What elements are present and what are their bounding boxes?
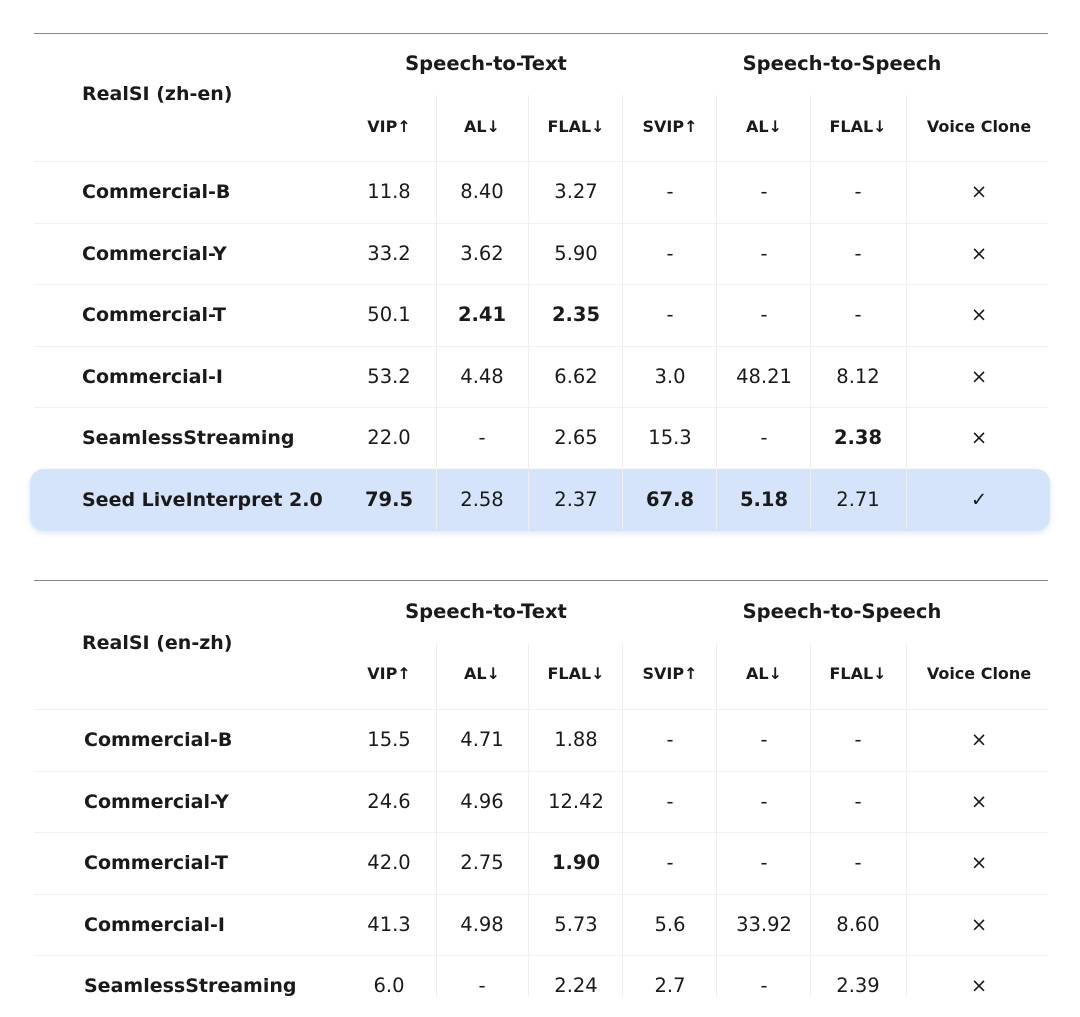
- header-col-voice-clone: Voice Clone: [926, 117, 1032, 136]
- cell-col-flal: 2.24: [554, 974, 598, 998]
- cell-col-s2s-al: -: [760, 426, 768, 450]
- table-row: [34, 771, 1048, 833]
- cell-col-s2s-al: 48.21: [736, 364, 792, 388]
- table-row: [34, 955, 1048, 1017]
- column-divider: [622, 643, 623, 997]
- cell-col-al: 2.58: [460, 488, 504, 511]
- table-row: [34, 709, 1048, 771]
- model-name: Commercial-T: [82, 304, 227, 327]
- cell-col-vip: 53.2: [367, 364, 411, 388]
- cell-col-s2s-flal: 2.39: [836, 974, 880, 998]
- cell-col-al: 3.62: [460, 241, 504, 265]
- cell-col-vip: 24.6: [367, 789, 411, 813]
- group-header-speech-to-text: Speech-to-Text: [405, 600, 567, 623]
- cell-col-flal: 12.42: [548, 789, 604, 813]
- column-divider: [716, 95, 717, 530]
- table-row: [34, 832, 1048, 894]
- model-name: Commercial-T: [84, 852, 229, 875]
- cell-col-svip: 5.6: [654, 912, 686, 936]
- model-name: Commercial-B: [84, 729, 233, 751]
- cell-col-vip: 22.0: [367, 426, 411, 450]
- cell-col-svip: -: [666, 241, 674, 265]
- cell-col-vip: 41.3: [367, 912, 411, 936]
- column-divider: [436, 95, 437, 530]
- table-top-rule: [34, 580, 1048, 581]
- cell-col-al: 4.98: [460, 912, 504, 936]
- cell-col-s2s-al: -: [760, 851, 768, 875]
- cell-col-svip: -: [666, 789, 674, 813]
- table-row: [34, 223, 1048, 285]
- cell-col-s2s-al: -: [760, 180, 768, 203]
- cell-col-svip: 67.8: [645, 488, 695, 511]
- group-header-speech-to-speech: Speech-to-Speech: [742, 52, 942, 75]
- column-divider: [810, 643, 811, 997]
- cell-col-svip: -: [666, 851, 674, 875]
- cell-col-s2s-al: -: [760, 974, 768, 998]
- cell-col-s2s-flal: -: [854, 303, 862, 327]
- cell-col-voice-clone: ×: [970, 912, 988, 936]
- model-name: Seed LiveInterpret 2.0: [82, 489, 323, 511]
- header-col-voice-clone: Voice Clone: [926, 664, 1032, 683]
- header-col-vip: VIP↑: [367, 117, 411, 136]
- cell-col-s2s-flal: -: [854, 241, 862, 265]
- table-top-rule: [34, 33, 1048, 34]
- cell-col-svip: 2.7: [654, 974, 686, 998]
- cell-col-voice-clone: ×: [970, 364, 988, 388]
- table-title: RealSI (en-zh): [82, 632, 233, 654]
- cell-col-s2s-al: -: [760, 241, 768, 265]
- cell-col-s2s-flal: -: [854, 789, 862, 813]
- cell-col-vip: 50.1: [367, 303, 411, 327]
- cell-col-s2s-al: 5.18: [739, 488, 789, 511]
- cell-col-vip: 42.0: [367, 851, 411, 875]
- cell-col-voice-clone: ×: [970, 851, 988, 875]
- column-divider: [436, 643, 437, 997]
- model-name: SeamlessStreaming: [82, 427, 295, 450]
- cell-col-vip: 33.2: [367, 241, 411, 265]
- model-name: Commercial-Y: [84, 790, 229, 813]
- cell-col-al: 2.41: [457, 303, 507, 327]
- column-divider: [810, 95, 811, 530]
- column-divider: [528, 643, 529, 997]
- cell-col-flal: 1.88: [554, 728, 598, 751]
- cell-col-voice-clone: ×: [970, 728, 988, 751]
- cell-col-flal: 3.27: [554, 180, 598, 203]
- cell-col-svip: -: [666, 728, 674, 751]
- header-col-svip: SVIP↑: [642, 117, 698, 136]
- cell-col-flal: 6.62: [554, 364, 598, 388]
- table-row: [34, 284, 1048, 346]
- cell-col-svip: -: [666, 303, 674, 327]
- cell-col-voice-clone: ×: [970, 974, 988, 998]
- group-header-speech-to-speech: Speech-to-Speech: [742, 600, 942, 623]
- cell-col-flal: 5.90: [554, 241, 598, 265]
- header-col-s2s-flal: FLAL↓: [829, 117, 887, 136]
- cell-col-vip: 6.0: [373, 974, 405, 998]
- header-col-flal: FLAL↓: [547, 117, 605, 136]
- cell-col-al: 4.71: [460, 728, 504, 751]
- table-row: [34, 894, 1048, 956]
- header-col-al: AL↓: [464, 664, 500, 683]
- cell-col-s2s-flal: -: [854, 851, 862, 875]
- header-col-svip: SVIP↑: [642, 664, 698, 683]
- cell-col-voice-clone: ×: [970, 241, 988, 265]
- table-title: RealSI (zh-en): [82, 83, 233, 105]
- column-divider: [622, 95, 623, 530]
- table-row: [34, 407, 1048, 469]
- model-name: SeamlessStreaming: [84, 975, 297, 998]
- cell-col-svip: 3.0: [654, 364, 686, 388]
- cell-col-svip: 15.3: [648, 426, 692, 450]
- cell-col-flal: 2.37: [554, 488, 598, 511]
- header-col-al: AL↓: [464, 117, 500, 136]
- cell-col-flal: 1.90: [551, 851, 601, 875]
- cell-col-vip: 79.5: [364, 488, 414, 511]
- column-divider: [906, 95, 907, 530]
- header-col-s2s-al: AL↓: [746, 664, 782, 683]
- cell-col-s2s-flal: -: [854, 728, 862, 751]
- cell-col-voice-clone: ×: [970, 426, 988, 450]
- model-name: Commercial-Y: [82, 242, 227, 265]
- cell-col-al: 8.40: [460, 180, 504, 203]
- header-col-flal: FLAL↓: [547, 664, 605, 683]
- cell-col-s2s-flal: 2.38: [833, 426, 883, 450]
- cell-col-vip: 15.5: [367, 728, 411, 751]
- cell-col-voice-clone: ×: [970, 180, 988, 203]
- group-header-speech-to-text: Speech-to-Text: [405, 52, 567, 75]
- column-divider: [906, 643, 907, 997]
- table-row: [34, 346, 1048, 408]
- table-row-highlighted: [30, 469, 1050, 531]
- cell-col-s2s-flal: 8.12: [836, 364, 880, 388]
- cell-col-s2s-flal: 8.60: [836, 912, 880, 936]
- cell-col-al: 2.75: [460, 851, 504, 875]
- cell-col-s2s-al: -: [760, 728, 768, 751]
- cell-col-al: -: [478, 974, 486, 998]
- cell-col-vip: 11.8: [367, 180, 411, 203]
- cell-col-s2s-al: -: [760, 789, 768, 813]
- cell-col-s2s-flal: -: [854, 180, 862, 203]
- cell-col-al: 4.96: [460, 789, 504, 813]
- cell-col-s2s-al: 33.92: [736, 912, 792, 936]
- cell-col-flal: 2.35: [551, 303, 601, 327]
- cell-col-voice-clone: ×: [970, 789, 988, 813]
- cell-col-flal: 2.65: [554, 426, 598, 450]
- cell-col-s2s-flal: 2.71: [836, 488, 880, 511]
- cell-col-al: -: [478, 426, 486, 450]
- header-col-s2s-al: AL↓: [746, 117, 782, 136]
- cell-col-voice-clone: ×: [970, 303, 988, 327]
- cell-col-svip: -: [666, 180, 674, 203]
- cell-col-al: 4.48: [460, 364, 504, 388]
- header-col-vip: VIP↑: [367, 664, 411, 683]
- model-name: Commercial-I: [82, 365, 223, 388]
- model-name: Commercial-I: [84, 913, 225, 936]
- table-row: [34, 161, 1048, 223]
- column-divider: [716, 643, 717, 997]
- header-col-s2s-flal: FLAL↓: [829, 664, 887, 683]
- column-divider: [528, 95, 529, 530]
- cell-col-voice-clone: ✓: [970, 488, 988, 511]
- model-name: Commercial-B: [82, 181, 231, 203]
- cell-col-flal: 5.73: [554, 912, 598, 936]
- cell-col-s2s-al: -: [760, 303, 768, 327]
